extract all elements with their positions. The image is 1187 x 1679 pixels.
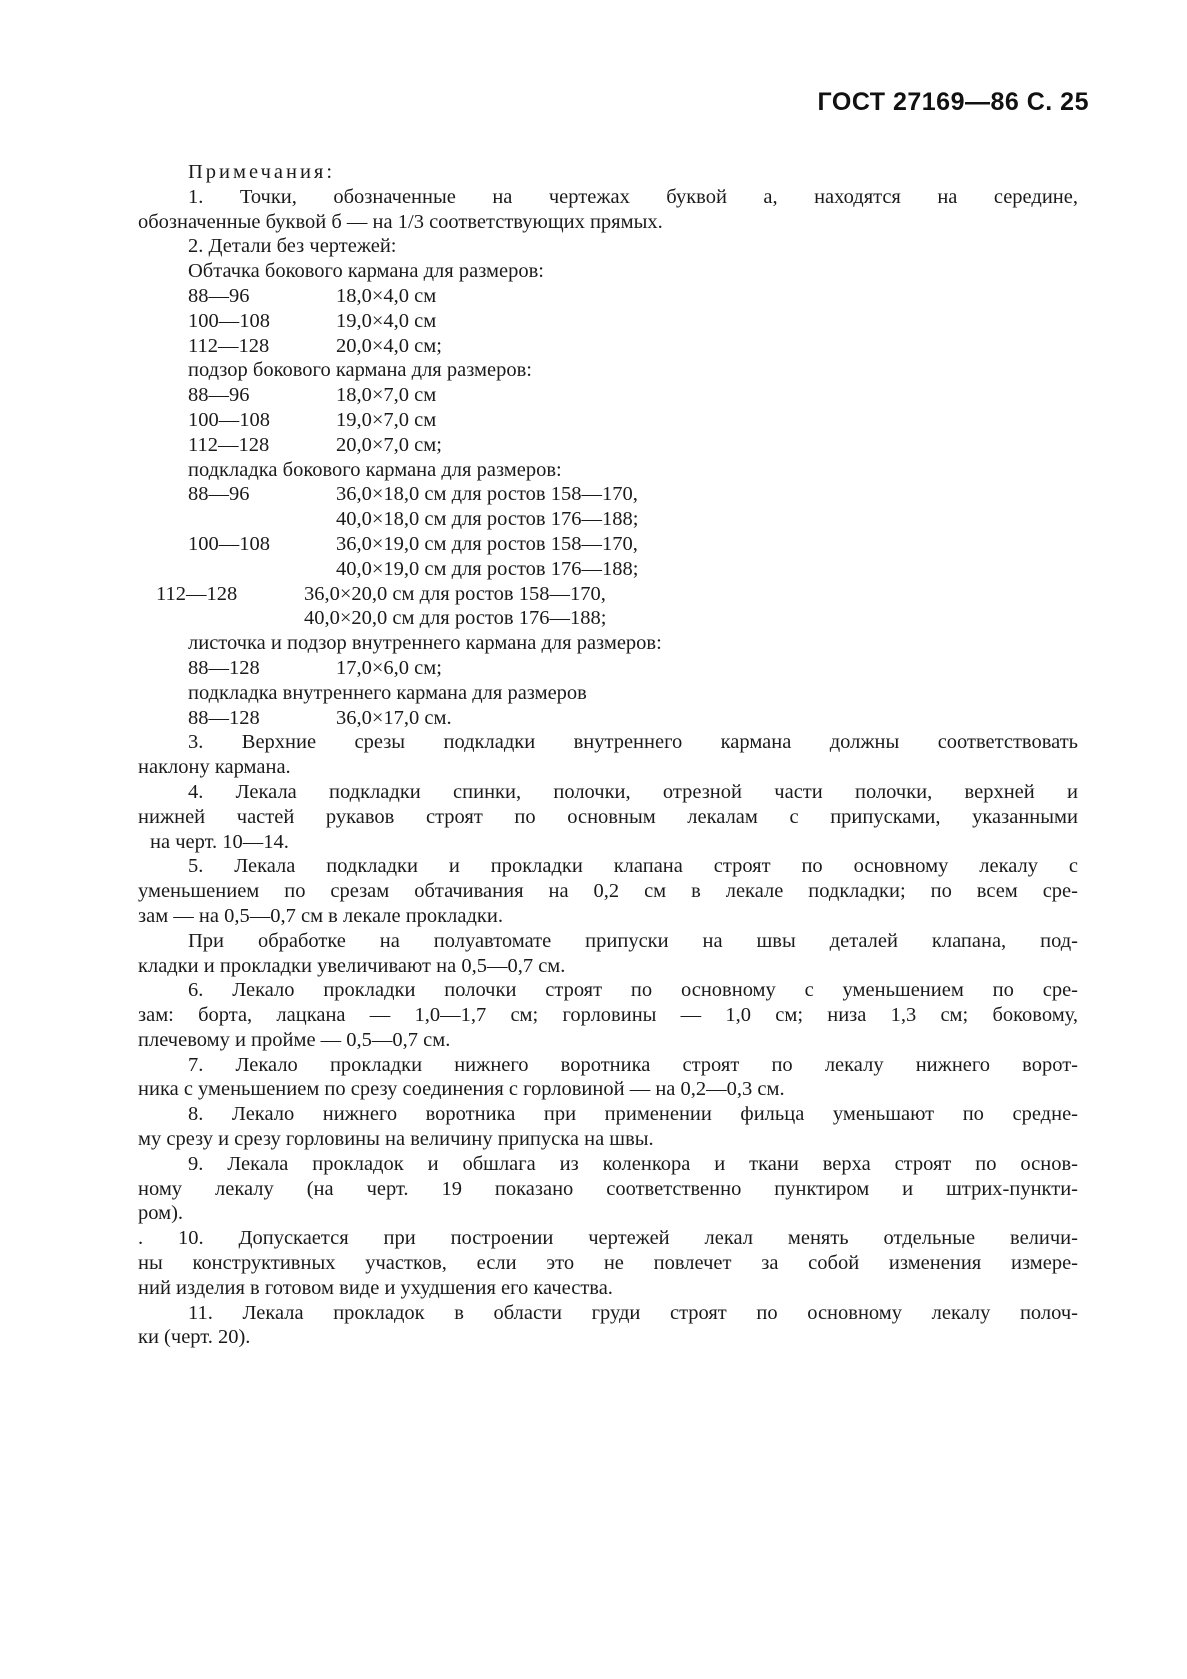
note-5-line-2: уменьшением по срезам обтачивания на 0,2 см в лекале подкладки; по всем сре- [138, 880, 1078, 903]
size-range: 100—108 [188, 532, 270, 555]
note-9-line-3: ром). [138, 1202, 184, 1225]
podzor-title: подзор бокового кармана для размеров: [188, 359, 532, 382]
podkladka-row [138, 582, 1078, 607]
obtachka-row [138, 334, 1078, 359]
dimension: 36,0×19,0 см для ростов 158—170, [336, 532, 638, 555]
size-range: 100—108 [188, 408, 270, 431]
size-range: 88—128 [188, 656, 260, 679]
note-10-line-2: ны конструктивных участков, если это не повлечет за собой изменения измере- [138, 1252, 1078, 1275]
notes-body [138, 160, 1078, 1350]
note-5-line-1: 5. Лекала подкладки и прокладки клапана строят по основному лекалу с [188, 855, 1078, 878]
listochka-row [138, 656, 1078, 681]
podzor-row [138, 408, 1078, 433]
note-11-line-1: 11. Лекала прокладок в области груди строят по основному лекалу полоч- [188, 1301, 1078, 1324]
note-8-line-2: му срезу и срезу горловины на величину припуска на швы. [138, 1128, 654, 1151]
size-range: 88—96 [188, 284, 250, 307]
podkladka-vn-title: подкладка внутреннего кармана для размеров [188, 681, 587, 704]
podkladka-row-cont: 40,0×18,0 см для ростов 176—188; [336, 508, 639, 531]
dimension: 19,0×4,0 см [336, 309, 437, 332]
listochka-title: листочка и подзор внутреннего кармана для размеров: [188, 632, 662, 655]
dimension: 36,0×17,0 см. [336, 706, 452, 729]
obtachka-row [138, 309, 1078, 334]
obtachka-title: Обтачка бокового кармана для размеров: [188, 260, 544, 283]
notes-heading: Примечания: [188, 161, 336, 183]
note-4-line-3: на черт. 10—14. [150, 830, 289, 853]
dimension: 18,0×7,0 см [336, 384, 437, 407]
dimension: 20,0×7,0 см; [336, 433, 442, 456]
page-header: ГОСТ 27169—86 С. 25 [817, 88, 1089, 116]
note-1-line-2: обозначенные буквой б — на 1/3 соответствующих прямых. [138, 210, 663, 233]
note-5b-line-1: При обработке на полуавтомате припуски на швы деталей клапана, под- [188, 929, 1078, 952]
dimension: 36,0×20,0 см для ростов 158—170, [304, 582, 606, 605]
size-range: 112—128 [188, 433, 270, 456]
dimension: 20,0×4,0 см; [336, 334, 442, 357]
dimension: 36,0×18,0 см для ростов 158—170, [336, 483, 638, 506]
podzor-row [138, 433, 1078, 458]
note-3-line-2: наклону кармана. [138, 756, 291, 779]
dimension: 19,0×7,0 см [336, 408, 437, 431]
note-6-line-1: 6. Лекало прокладки полочки строят по основному с уменьшением по сре- [188, 979, 1078, 1002]
size-range: 88—96 [188, 384, 250, 407]
size-range: 112—128 [188, 334, 270, 357]
note-4-line-1: 4. Лекала подкладки спинки, полочки, отрезной части полочки, верхней и [188, 780, 1078, 803]
size-range: 100—108 [188, 309, 270, 332]
note-7-line-2: ника с уменьшением по срезу соединения с горловиной — на 0,2—0,3 см. [138, 1078, 785, 1101]
note-2-title: 2. Детали без чертежей: [188, 235, 397, 258]
note-5b-line-2: кладки и прокладки увеличивают на 0,5—0,7 см. [138, 954, 566, 977]
note-5-line-3: зам — на 0,5—0,7 см в лекале прокладки. [138, 904, 503, 927]
note-8-line-1: 8. Лекало нижнего воротника при применении фильца уменьшают по средне- [188, 1103, 1078, 1126]
note-7-line-1: 7. Лекало прокладки нижнего воротника строят по лекалу нижнего ворот- [188, 1053, 1078, 1076]
note-4-line-2: нижней частей рукавов строят по основным лекалам с припусками, указанными [138, 805, 1078, 828]
podkladka-title: подкладка бокового кармана для размеров: [188, 458, 562, 481]
podkladka-vn-row [138, 706, 1078, 731]
podkladka-row-cont: 40,0×20,0 см для ростов 176—188; [304, 607, 607, 630]
podzor-row [138, 383, 1078, 408]
dimension: 17,0×6,0 см; [336, 656, 442, 679]
obtachka-row [138, 284, 1078, 309]
size-range: 88—96 [188, 483, 250, 506]
size-range: 88—128 [188, 706, 260, 729]
podkladka-row [138, 482, 1078, 507]
note-9-line-2: ному лекалу (на черт. 19 показано соответственно пунктиром и штрих-пункти- [138, 1177, 1078, 1200]
note-6-line-2: зам: борта, лацкана — 1,0—1,7 см; горловины — 1,0 см; низа 1,3 см; боковому, [138, 1004, 1078, 1027]
dimension: 18,0×4,0 см [336, 284, 437, 307]
note-3-line-1: 3. Верхние срезы подкладки внутреннего кармана должны соответствовать [188, 731, 1078, 754]
note-9-line-1: 9. Лекала прокладок и обшлага из коленкора и ткани верха строят по основ- [188, 1152, 1078, 1175]
note-10-line-3: ний изделия в готовом виде и ухудшения его качества. [138, 1276, 613, 1299]
size-range: 112—128 [156, 582, 238, 605]
note-6-line-3: плечевому и пройме — 0,5—0,7 см. [138, 1028, 451, 1051]
podkladka-row-cont: 40,0×19,0 см для ростов 176—188; [336, 557, 639, 580]
podkladka-row [138, 532, 1078, 557]
note-11-line-2: ки (черт. 20). [138, 1326, 251, 1349]
note-10-line-1: . 10. Допускается при построении чертежей лекал менять отдельные величи- [138, 1227, 1078, 1250]
note-1-line-1: 1. Точки, обозначенные на чертежах буквой а, находятся на середине, [188, 185, 1078, 208]
